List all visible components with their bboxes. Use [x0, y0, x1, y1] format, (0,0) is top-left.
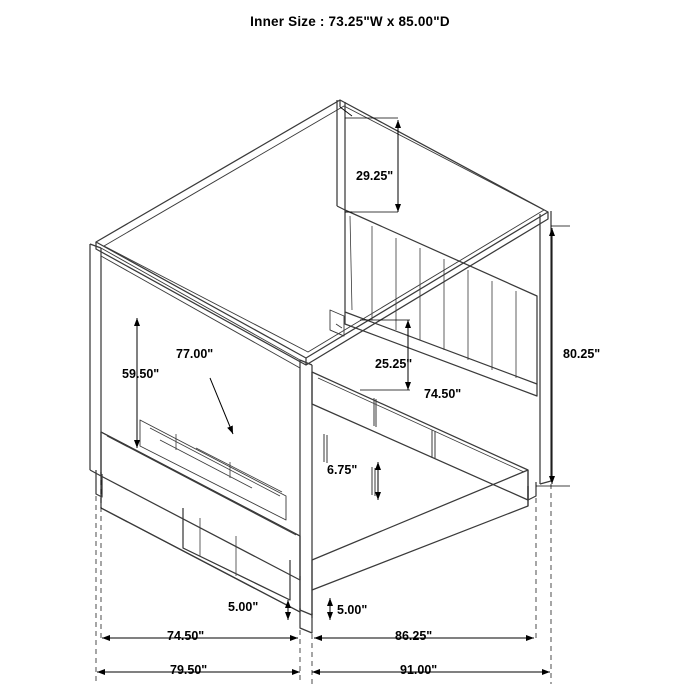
- dimension-label-overall-width-right: 91.00": [400, 663, 438, 677]
- dimension-label-side-rail-inner-length: 74.50": [424, 387, 462, 401]
- dimension-label-overall-height: 80.25": [563, 347, 601, 361]
- dimension-label-post-to-rail-height: 59.50": [122, 367, 160, 381]
- extension-lines: [96, 480, 551, 684]
- dimension-label-overall-width-left: 79.50": [170, 663, 208, 677]
- slats-right: [324, 398, 435, 496]
- side-rail-right: [312, 470, 528, 618]
- dimension-label-footboard-foot-left: 5.00": [228, 600, 259, 614]
- dimension-label-slat-span: 77.00": [176, 347, 214, 361]
- headboard-panel: [345, 210, 537, 396]
- page-title: Inner Size : 73.25"W x 85.00"D: [250, 14, 450, 29]
- dimension-label-canopy-post-height: 29.25": [356, 169, 394, 183]
- dimension-label-deck-clearance: 6.75": [327, 463, 358, 477]
- dimension-lines: [96, 107, 570, 684]
- dimension-label-base-width-left: 74.50": [167, 629, 205, 643]
- dimension-label-headboard-height: 25.25": [375, 357, 413, 371]
- dimension-label-base-width-right: 86.25": [395, 629, 433, 643]
- dimension-label-footboard-foot-right: 5.00": [337, 603, 368, 617]
- canopy-top-frame: [96, 100, 548, 365]
